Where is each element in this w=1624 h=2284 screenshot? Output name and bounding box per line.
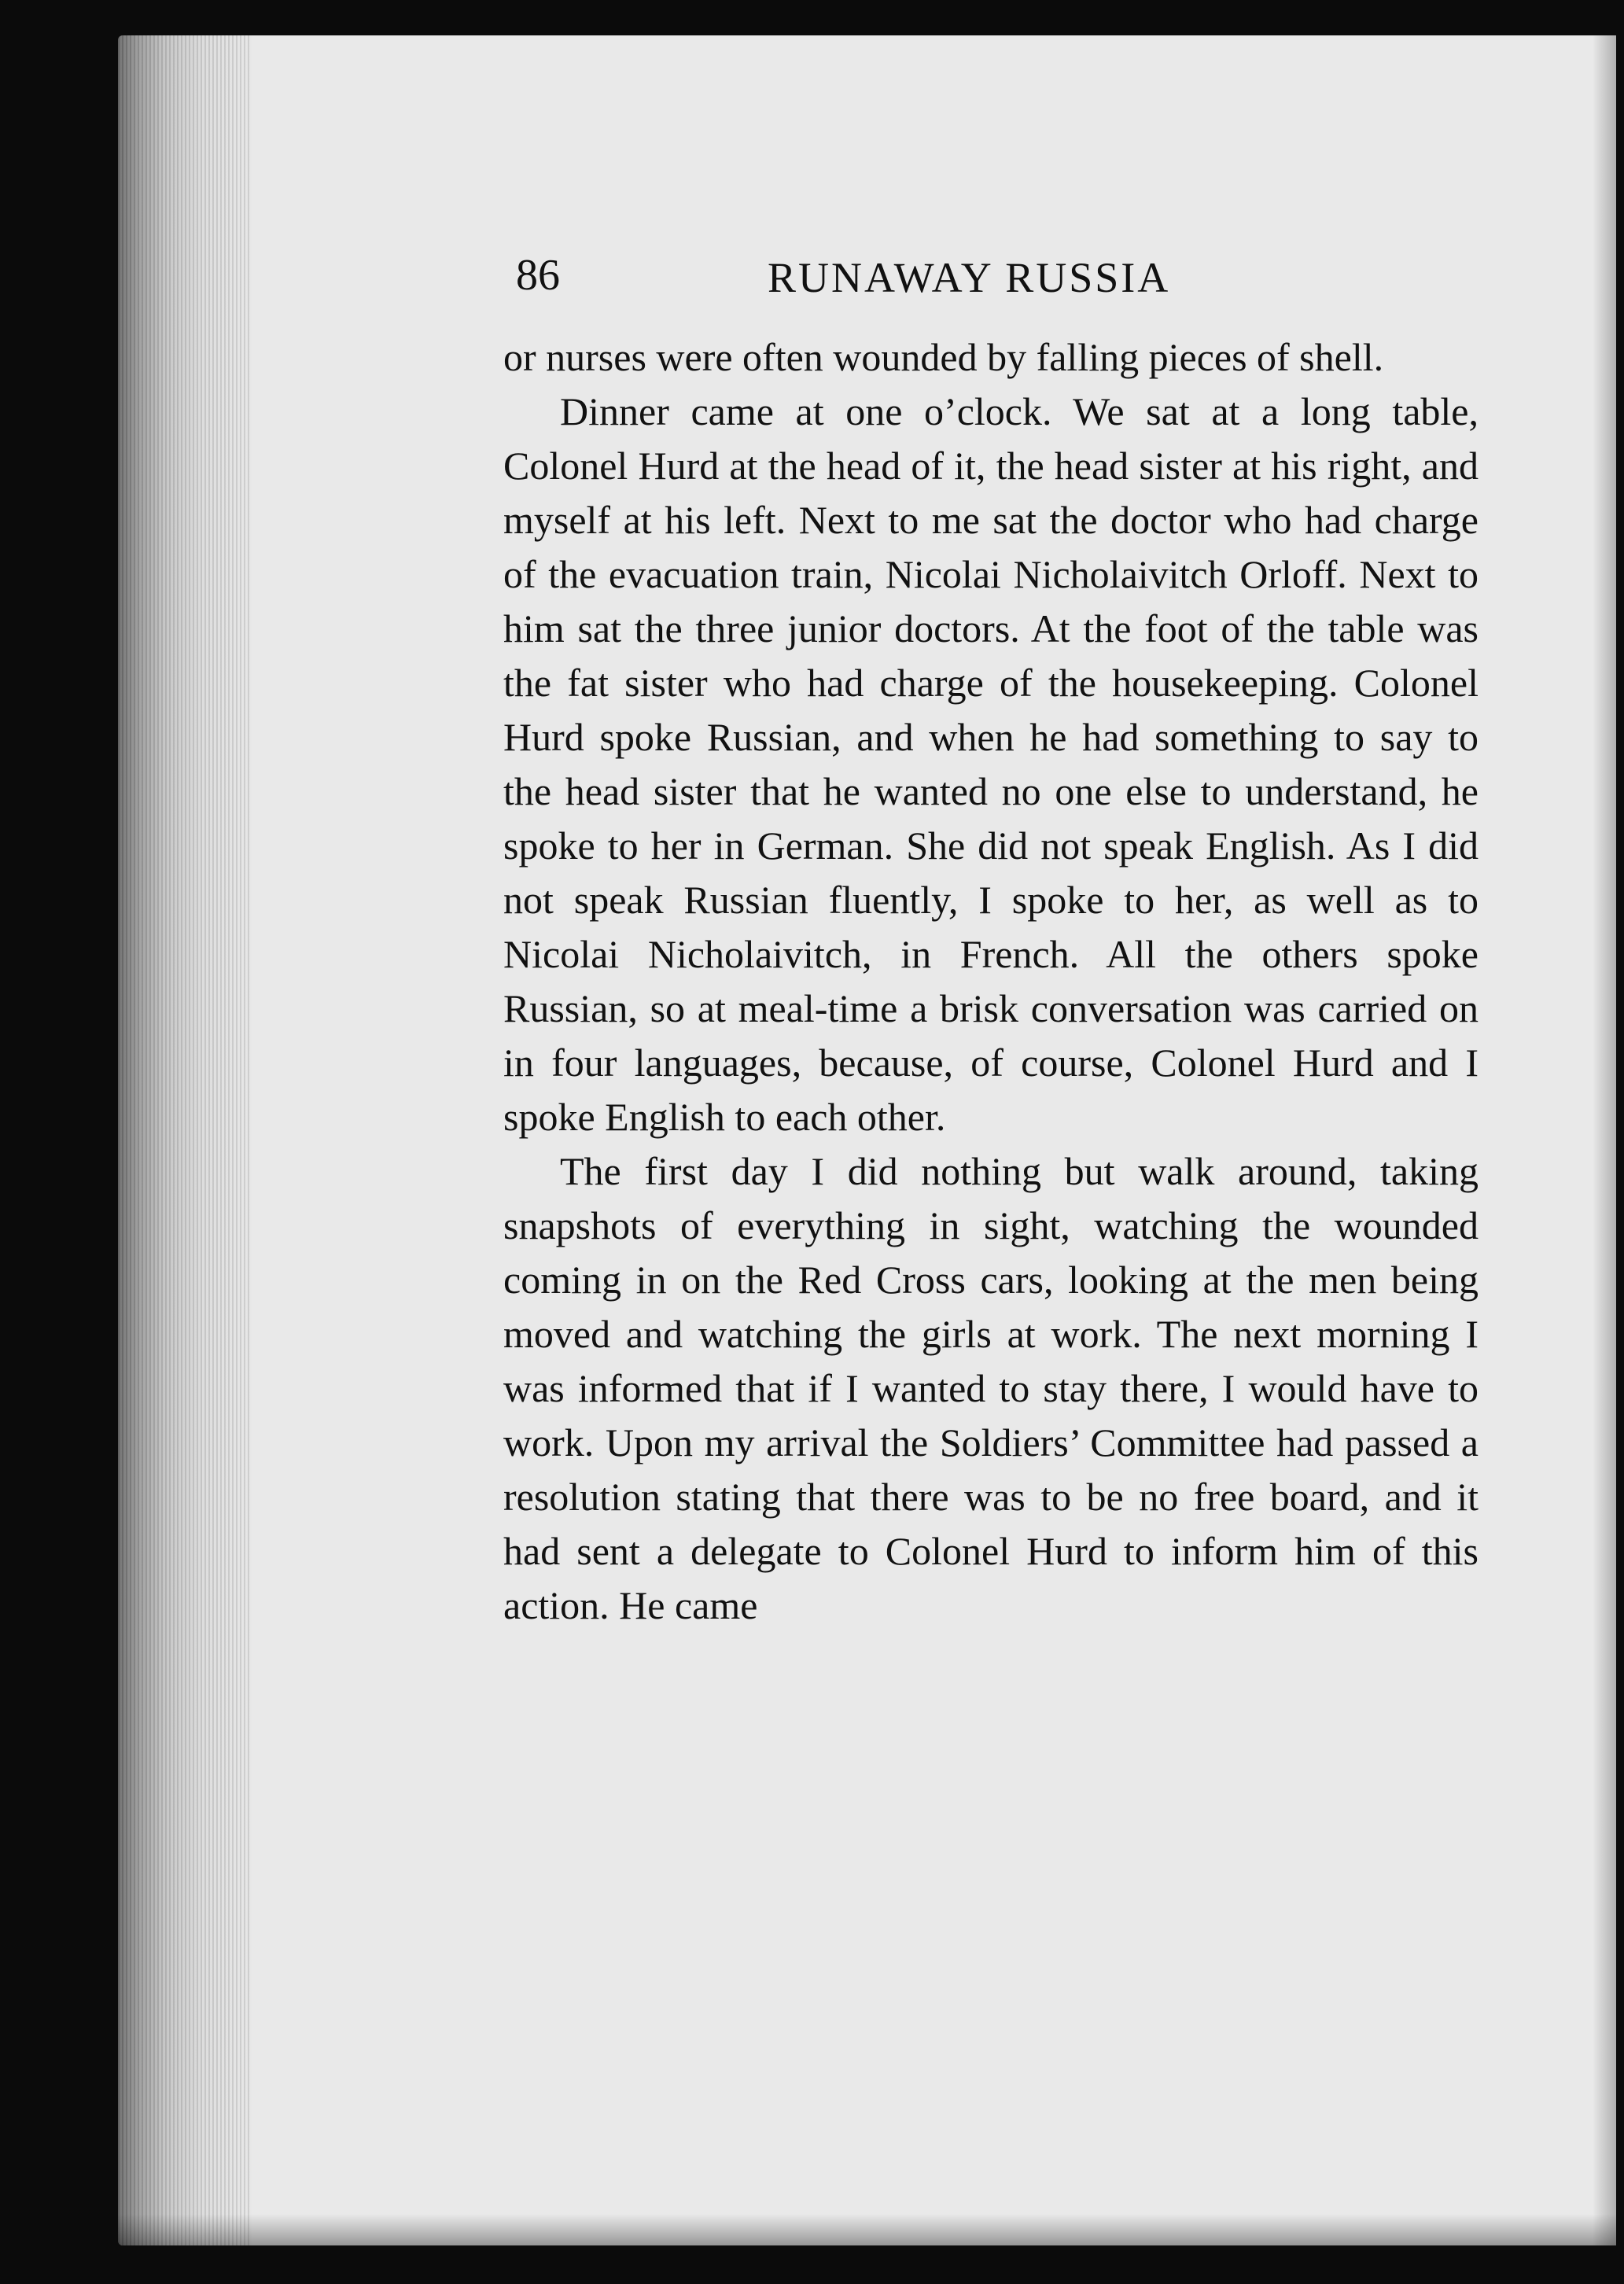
page-shadow-bottom bbox=[118, 2214, 1616, 2245]
paragraph-2: Dinner came at one o’clock. We sat at a long table, Colonel Hurd at the head of it, the head sister at his right, and myself at his left. Next to me sat the doctor who had charge of the evacuation train, Nicolai Nicholaivitch Orloff. Next to him sat the three junior doctors. At the foot of the table was the fat sister who had charge of the housekeeping. Colonel Hurd spoke Russian, and when he had something to say to the head sister that he wanted no one else to understand, he spoke to her in German. She did not speak English. As I did not speak Russian fluently, I spoke to her, as well as to Nicolai Nicholaivitch, in French. All the others spoke Russian, so at meal-time a brisk conversation was carried on in four languages, because, of course, Colonel Hurd and I spoke English to each other. bbox=[503, 389, 1479, 1139]
page-shadow-right bbox=[1593, 35, 1616, 2245]
page-edges bbox=[118, 35, 252, 2245]
page-header bbox=[516, 250, 1460, 313]
paragraph-1: or nurses were often wounded by falling pieces of shell. bbox=[503, 335, 1384, 379]
running-title: RUNAWAY RUSSIA bbox=[768, 254, 1171, 301]
page-number: 86 bbox=[516, 251, 560, 300]
paragraph-3: The first day I did nothing but walk around, taking snapshots of everything in sight, watching the wounded coming in on the Red Cross cars, looking at the men being moved and watching the girls at work. The next morning I was informed that if I wanted to stay there, I would have to work. Upon my arrival the Soldiers’ Committee had passed a resolution stating that there was to be no free board, and it had sent a delegate to Colonel Hurd to inform him of this action. He came bbox=[503, 1149, 1479, 1627]
body-text bbox=[503, 330, 1479, 1633]
